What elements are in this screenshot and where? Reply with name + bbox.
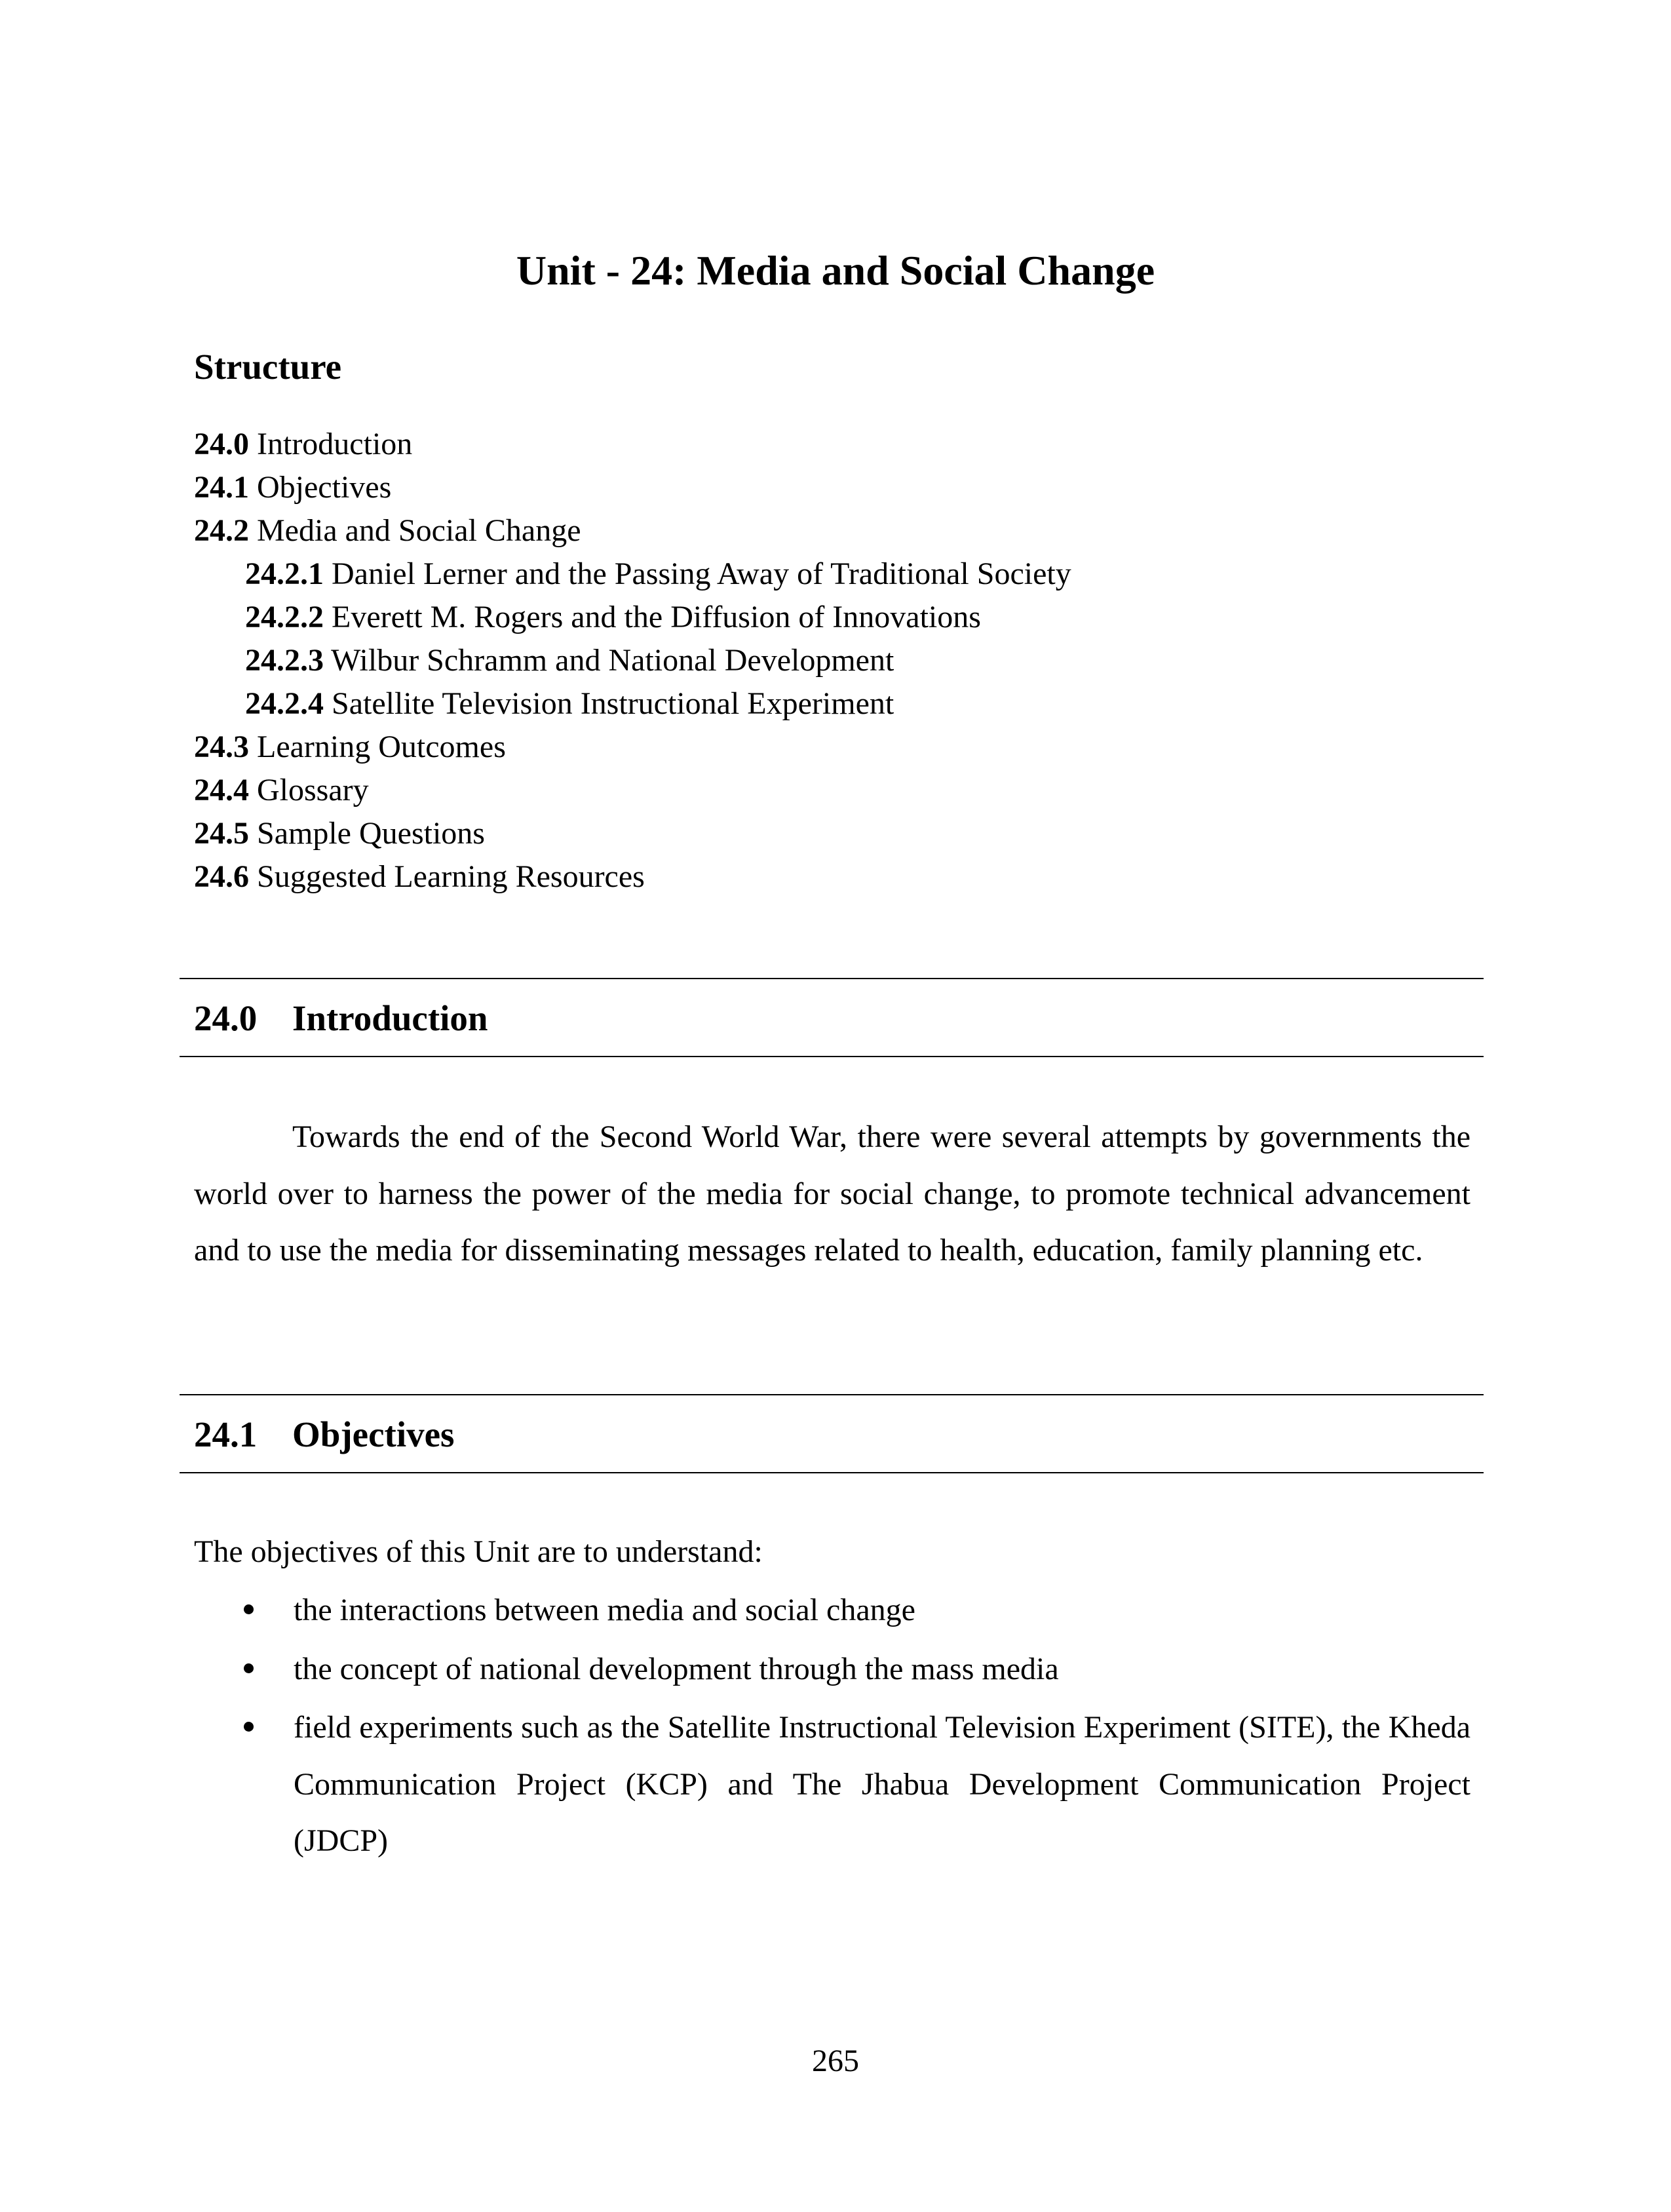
- unit-title: Unit - 24: Media and Social Change: [516, 247, 1155, 294]
- introduction-heading: [194, 992, 488, 1045]
- structure-item: [194, 855, 1071, 899]
- structure-item-text: Everett M. Rogers and the Diffusion of Innovations: [332, 600, 981, 634]
- section-divider-bottom: [180, 1056, 1484, 1057]
- list-item-text: the concept of national development through the mass media: [294, 1651, 1059, 1686]
- structure-item: [194, 769, 1071, 812]
- structure-item-text: Learning Outcomes: [257, 729, 506, 764]
- structure-item-number: 24.2.1: [245, 556, 324, 591]
- structure-item-number: 24.2: [194, 513, 249, 548]
- objectives-list: [194, 1582, 1470, 1872]
- introduction-paragraph: Towards the end of the Second World War, there were several attempts by governments the world over to harness the power of the media for social change, to promote technical advancement and to use the media for disseminating messages related to health, education, family planning etc.: [194, 1119, 1470, 1268]
- structure-item: [194, 423, 1071, 466]
- structure-item-text: Satellite Television Instructional Experiment: [332, 686, 894, 721]
- list-item-text: field experiments such as the Satellite Instructional Television Experiment (SITE), the Kheda Communication Project (KCP) and The Jhabua Development Communication Project (JDCP): [294, 1710, 1470, 1858]
- structure-item-text: Daniel Lerner and the Passing Away of Traditional Society: [332, 556, 1071, 591]
- structure-item-text: Wilbur Schramm and National Development: [331, 643, 894, 678]
- bullet-icon: [244, 1663, 254, 1673]
- section-number: 24.0: [194, 998, 258, 1038]
- structure-item-text: Sample Questions: [257, 816, 485, 851]
- list-item-text: the interactions between media and social change: [294, 1593, 915, 1627]
- structure-item-number: 24.2.4: [245, 686, 324, 721]
- objectives-heading: [194, 1408, 454, 1461]
- structure-item-text: Objectives: [257, 470, 392, 505]
- list-item: [194, 1582, 1470, 1639]
- structure-item: [194, 466, 1071, 509]
- structure-item-number: 24.6: [194, 859, 249, 894]
- structure-item-number: 24.0: [194, 427, 249, 461]
- section-number: 24.1: [194, 1414, 258, 1454]
- list-item: [194, 1641, 1470, 1698]
- structure-item-number: 24.3: [194, 729, 249, 764]
- structure-item: [194, 509, 1071, 553]
- bullet-icon: [244, 1722, 254, 1732]
- structure-item: [194, 726, 1071, 769]
- page-number: 265: [812, 2044, 859, 2078]
- structure-item-number: 24.4: [194, 773, 249, 807]
- section-title: Introduction: [292, 998, 488, 1038]
- list-item: [194, 1699, 1470, 1870]
- structure-heading: Structure: [194, 347, 342, 387]
- structure-item: [194, 812, 1071, 855]
- structure-item-text: Glossary: [257, 773, 369, 807]
- structure-item-text: Suggested Learning Resources: [257, 859, 645, 894]
- section-divider-top: [180, 1394, 1484, 1395]
- structure-item-number: 24.1: [194, 470, 249, 505]
- structure-item-text: Introduction: [257, 427, 413, 461]
- structure-subitem: [194, 553, 1071, 596]
- structure-item-number: 24.2.3: [245, 643, 324, 678]
- structure-subitem: [194, 682, 1071, 726]
- structure-item-number: 24.2.2: [245, 600, 324, 634]
- structure-subitem: [194, 639, 1071, 682]
- structure-item-number: 24.5: [194, 816, 249, 851]
- section-divider-bottom: [180, 1472, 1484, 1473]
- section-divider-top: [180, 978, 1484, 979]
- structure-subitem: [194, 596, 1071, 639]
- objectives-lead: The objectives of this Unit are to understand:: [194, 1534, 763, 1569]
- structure-list: [194, 423, 1071, 899]
- section-title: Objectives: [292, 1414, 455, 1454]
- structure-item-text: Media and Social Change: [257, 513, 581, 548]
- bullet-icon: [244, 1604, 254, 1614]
